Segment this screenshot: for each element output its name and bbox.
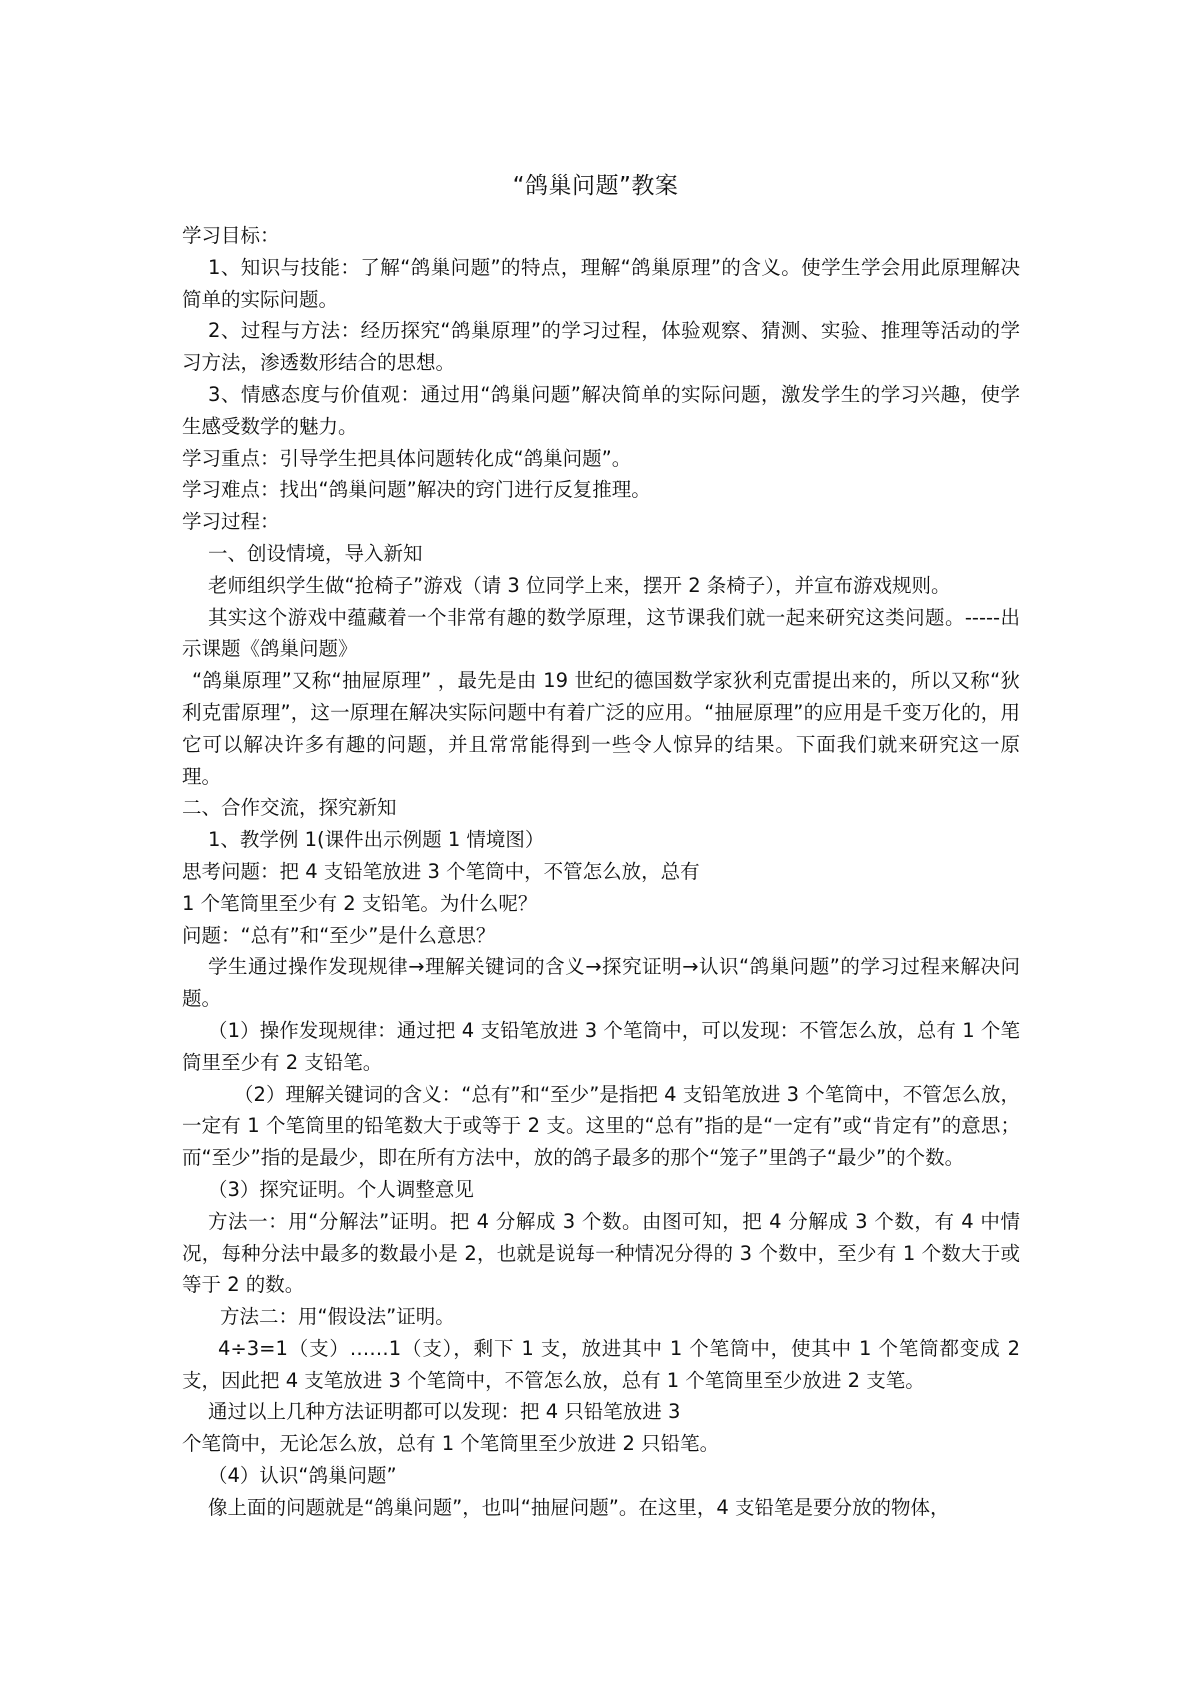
document-title: “鸽巢问题”教案 — [512, 173, 679, 199]
conclusion-line-1: 通过以上几种方法证明都可以发现：把 4 只铅笔放进 3 — [208, 1400, 681, 1424]
question-meaning: 问题：“总有”和“至少”是什么意思？ — [182, 923, 496, 947]
step-1: （1）操作发现规律：通过把 4 支铅笔放进 3 个笔筒中，可以发现：不管怎么放，总有 1 个笔筒里至少有 2 支铅笔。 — [182, 1018, 1020, 1074]
key-point: 学习重点：引导学生把具体问题转化成“鸽巢问题”。 — [182, 446, 632, 470]
step-4: （4）认识“鸽巢问题” — [208, 1464, 397, 1488]
method-two-calc: 4÷3=1（支）……1（支），剩下 1 支，放进其中 1 个笔筒中，使其中 1 个笔筒都变成 2 支，因此把 4 支笔放进 3 个笔筒中，不管怎么放，总有 1 个笔筒里至少放进 2 支笔。 — [182, 1336, 1020, 1392]
paragraph-game: 老师组织学生做“抢椅子”游戏（请 3 位同学上来，摆开 2 条椅子），并宣布游戏规则。 — [208, 573, 951, 597]
example-heading: 1、教学例 1(课件出示例题 1 情境图） — [208, 828, 545, 852]
conclusion-line-2: 个笔筒中，无论怎么放，总有 1 个笔筒里至少放进 2 只铅笔。 — [182, 1432, 720, 1456]
subheading-cooperation: 二、合作交流，探究新知 — [182, 796, 397, 820]
difficult-point: 学习难点：找出“鸽巢问题”解决的窍门进行反复推理。 — [182, 478, 651, 502]
section-heading-process: 学习过程： — [182, 510, 280, 534]
question-line-1: 思考问题：把 4 支铅笔放进 3 个笔筒中，不管怎么放，总有 — [182, 859, 700, 883]
paragraph-process-flow: 学生通过操作发现规律→理解关键词的含义→探究证明→认识“鸽巢问题”的学习过程来解决问题。 — [182, 955, 1020, 1011]
objective-process: 2、过程与方法：经历探究“鸽巢原理”的学习过程，体验观察、猜测、实验、推理等活动的学习方法，渗透数形结合的思想。 — [182, 319, 1020, 375]
method-two: 方法二：用“假设法”证明。 — [220, 1305, 455, 1329]
objective-attitude: 3、情感态度与价值观：通过用“鸽巢问题”解决简单的实际问题，激发学生的学习兴趣，使学生感受数学的魅力。 — [182, 382, 1020, 438]
objective-knowledge: 1、知识与技能：了解“鸽巢问题”的特点，理解“鸽巢原理”的含义。使学生学会用此原理解决简单的实际问题。 — [182, 255, 1020, 311]
document-body — [182, 220, 1020, 1524]
step-3: （3）探究证明。个人调整意见 — [208, 1177, 474, 1201]
paragraph-pigeonhole-definition: 像上面的问题就是“鸽巢问题”，也叫“抽屉问题”。在这里，4 支铅笔是要分放的物体， — [208, 1495, 950, 1519]
subheading-introduction: 一、创设情境，导入新知 — [208, 541, 423, 565]
section-heading-objectives: 学习目标： — [182, 224, 280, 247]
paragraph-topic: 其实这个游戏中蕴藏着一个非常有趣的数学原理，这节课我们就一起来研究这类问题。-----出示课题《鸽巢问题》 — [182, 605, 1020, 661]
method-one: 方法一：用“分解法”证明。把 4 分解成 3 个数。由图可知，把 4 分解成 3 个数，有 4 中情况，每种分法中最多的数最小是 2，也就是说每一种情况分得的 3 个数中，至少有 1 个数大于或等于 2 的数。 — [182, 1209, 1020, 1297]
step-2: （2）理解关键词的含义：“总有”和“至少”是指把 4 支铅笔放进 3 个笔筒中，不管怎么放，一定有 1 个笔筒里的铅笔数大于或等于 2 支。这里的“总有”指的是“一定有”或“肯定有”的意思；而“至少”指的是最少，即在所有方法中，放的鸽子最多的那个“笼子”里鸽子“最少”的个数。 — [182, 1082, 1020, 1170]
question-line-2: 1 个笔筒里至少有 2 支铅笔。为什么呢？ — [182, 891, 538, 915]
paragraph-principle: “鸽巢原理”又称“抽屉原理” ，最先是由 19 世纪的德国数学家狄利克雷提出来的，所以又称“狄利克雷原理”，这一原理在解决实际问题中有着广泛的应用。“抽屉原理”的应用是千变万化的，用它可以解决许多有趣的问题，并且常常能得到一些令人惊异的结果。下面我们就来研究这一原理。 — [182, 669, 1020, 788]
